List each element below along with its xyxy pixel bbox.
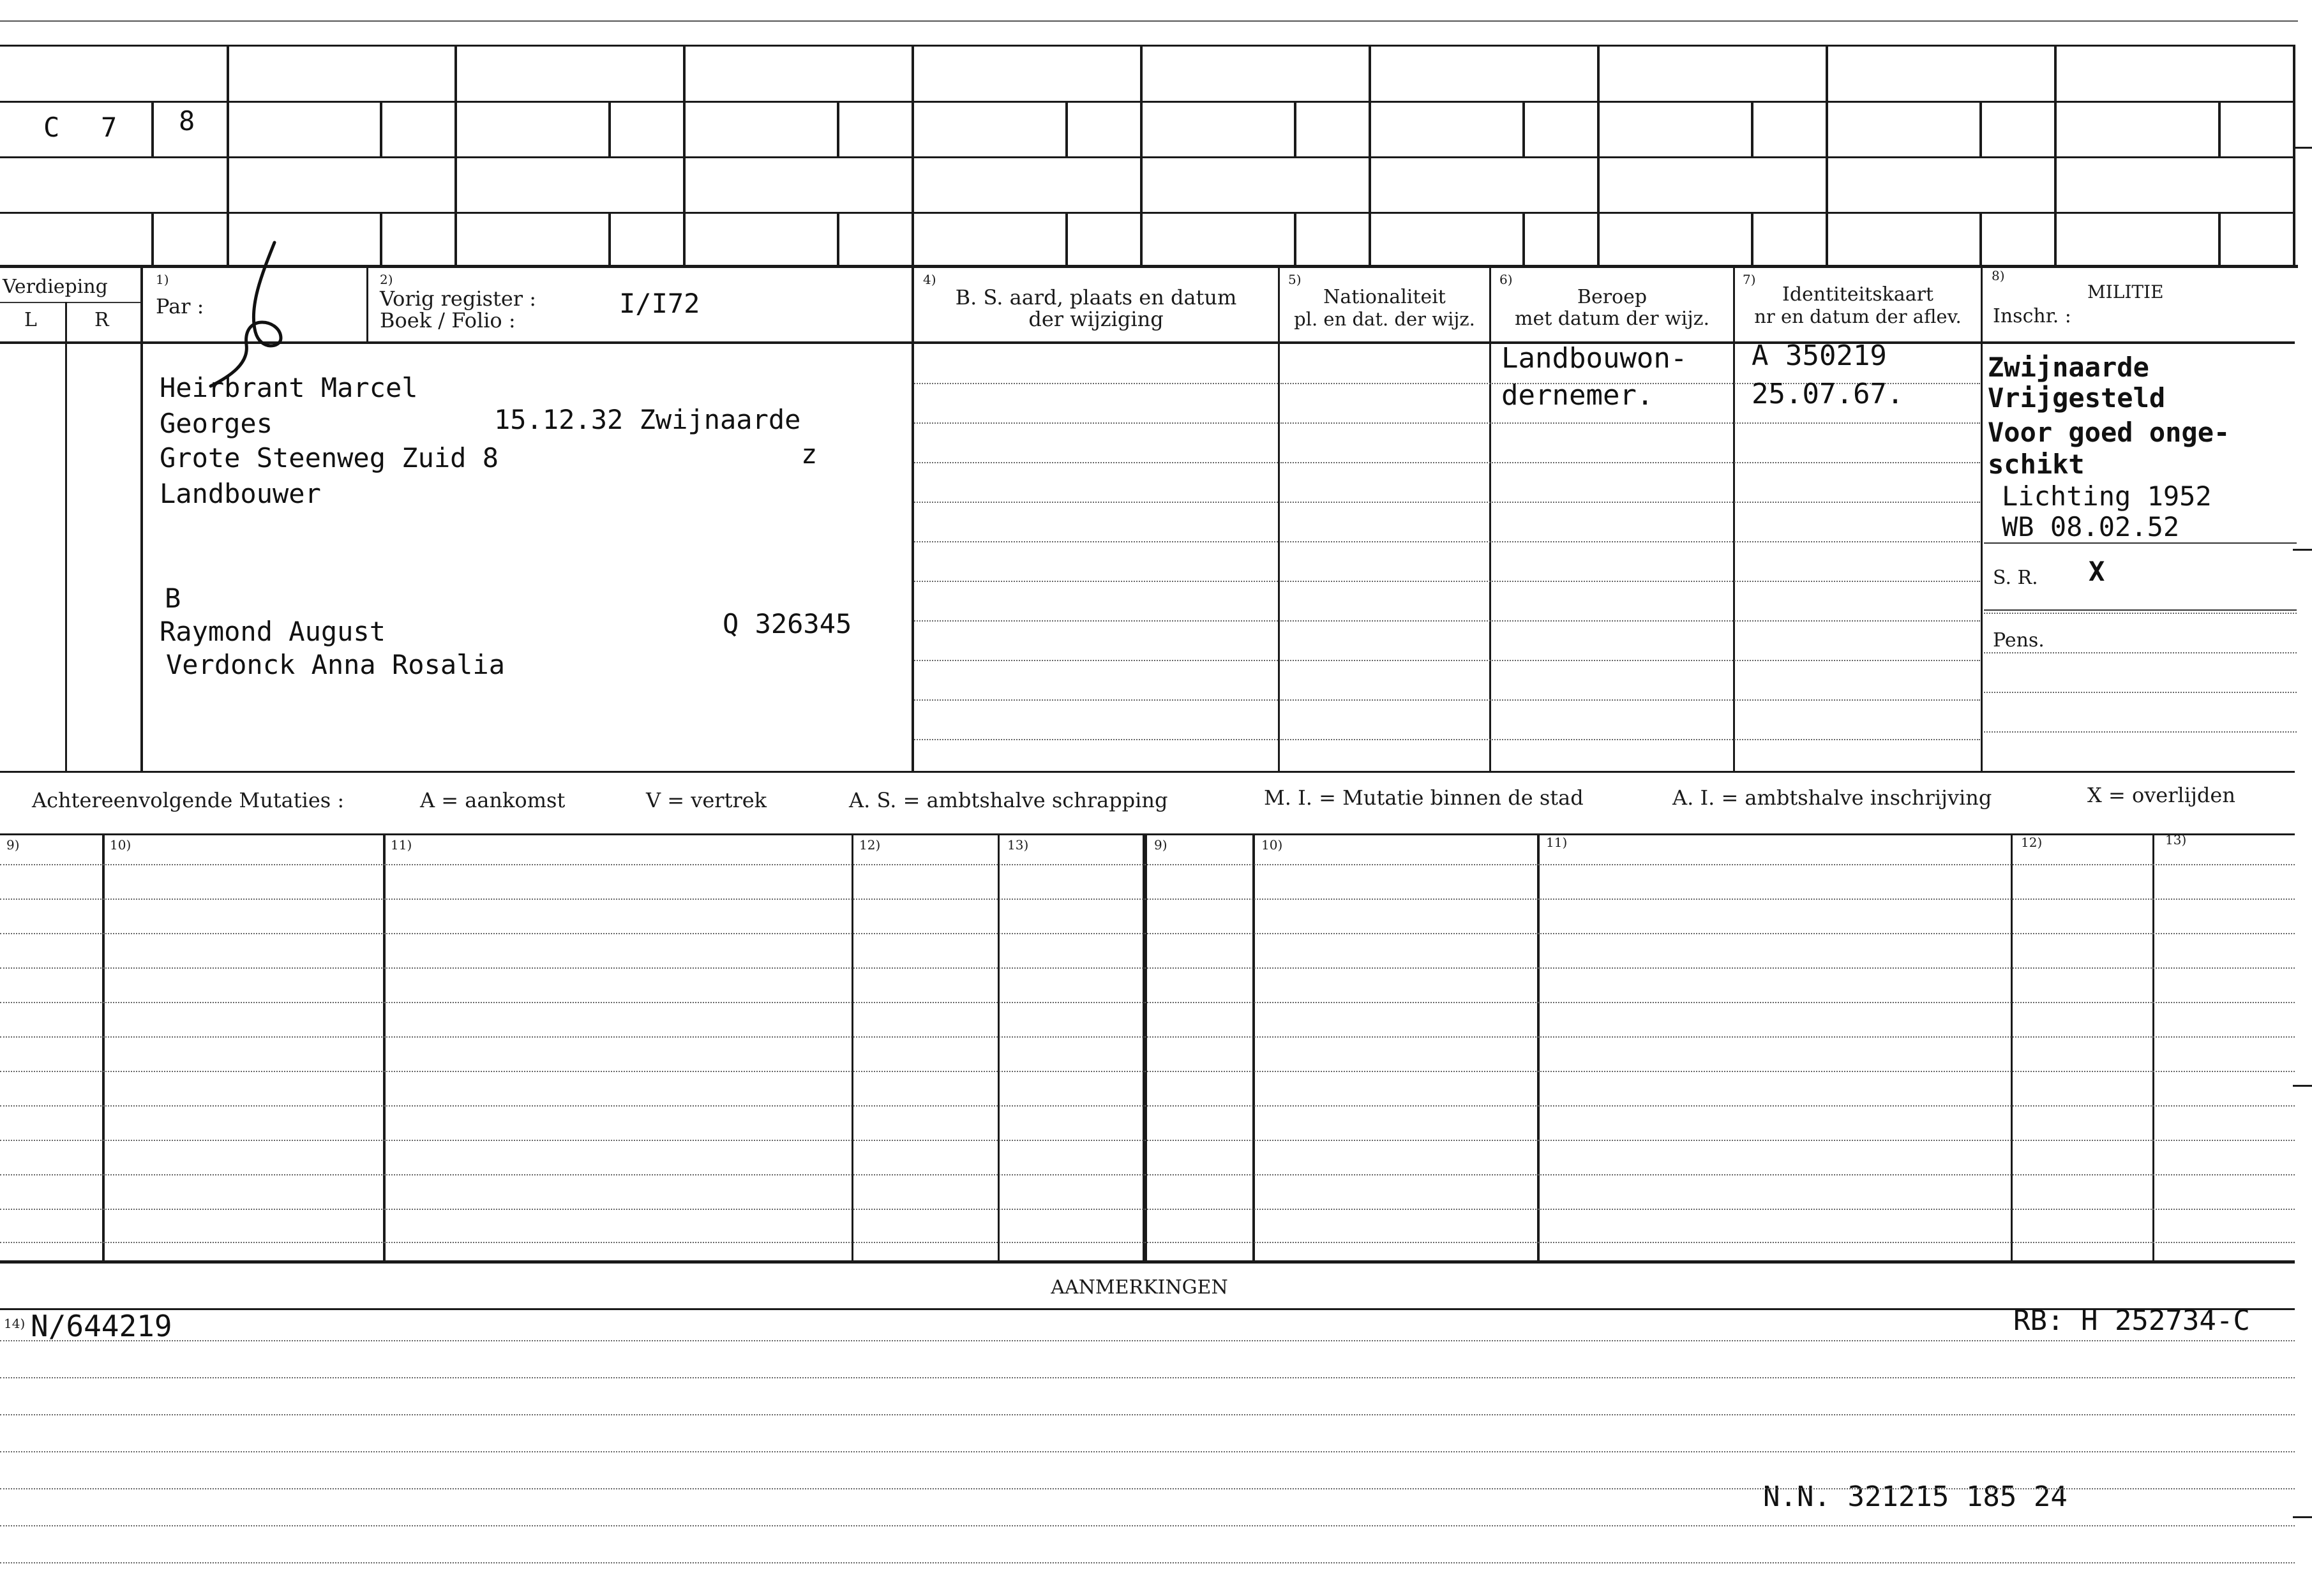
grid-subdivider [2218,212,2221,265]
ruled-line [914,581,1278,582]
remark-ruled-line [0,1488,2295,1489]
column-divider [912,268,914,771]
mutation-col-divider [852,833,853,1262]
remark-ruled-line [0,1414,2295,1415]
militie-wb: WB 08.02.52 [2002,511,2180,542]
mutation-col-9b: 9) [1154,837,1167,853]
legend-title: Achtereenvolgende Mutaties : [32,788,345,812]
mutation-col-13: 13) [1007,837,1029,853]
mutation-ruled-line [0,933,2295,934]
edge-tick [2293,147,2312,149]
header-bottom-line [0,341,2295,344]
boek-folio-label: Boek / Folio : [380,308,516,332]
mutation-col-divider [2152,833,2154,1262]
remark-ruled-line [0,1525,2295,1526]
remark-ruled-line [0,1562,2295,1563]
legend-aankomst: A = aankomst [420,788,566,812]
grid-subdivider [1294,212,1296,265]
edge-tick [2293,1516,2312,1518]
mutation-col-divider [383,833,386,1262]
mutation-ruled-line [0,1140,2295,1141]
ruled-line [1280,541,1980,542]
vorig-register-label: Vorig register : [380,287,537,311]
grid-divider [2293,45,2295,265]
grid-subdivider [1979,101,1982,156]
grid-subdivider [1751,101,1753,156]
beroep-line2: dernemer. [1501,379,1654,412]
grid-line [0,156,2295,158]
mutation-col-divider [102,833,105,1262]
grid-divider [227,45,229,265]
ruled-line [914,699,1278,701]
mutation-col-12: 12) [859,837,881,853]
mutation-ruled-line [0,1174,2295,1175]
id-date: 25.07.67. [1752,378,1904,410]
column-divider [366,268,368,343]
handwritten-par-mark [191,236,306,389]
militie-reason-line1: Voor goed onge- [1988,417,2230,448]
militie-rule [1984,609,2297,611]
grid-subdivider [1522,101,1525,156]
id-header-line2: nr en datum der aflev. [1754,306,1962,327]
ruled-line [914,462,1278,463]
mutation-col-divider [2011,833,2013,1262]
ruled-line [914,541,1278,542]
grid-subdivider [1294,101,1296,156]
mutation-ruled-line [0,967,2295,969]
grid-subdivider [608,212,611,265]
grid-divider [1826,45,1828,265]
grid-subdivider [608,101,611,156]
ruled-line [1984,652,2297,653]
remark-ruled-line [0,1451,2295,1452]
aanmerkingen-line [0,1308,2295,1310]
bs-header-line2: der wijziging [1028,307,1164,331]
remark-code: N/644219 [31,1309,172,1343]
mutation-col-divider [1252,833,1255,1262]
person-address: Grote Steenweg Zuid 8 [160,442,499,474]
grid-subdivider [1065,212,1068,265]
mutation-ruled-line [0,1209,2295,1210]
ruled-line [914,660,1278,661]
col-number-2: 2) [380,272,393,287]
grid-divider [683,45,686,265]
verdieping-label: Verdieping [3,276,108,298]
grid-subdivider [1751,212,1753,265]
ruled-line [1280,462,1980,463]
lr-divider [65,302,67,771]
mutation-col-10b: 10) [1261,837,1283,853]
mutation-ruled-line [0,864,2295,865]
militie-header: MILITIE [2087,281,2164,302]
remark-ruled-line [0,1340,2295,1341]
bs-header-line1: B. S. aard, plaats en datum [955,285,1237,310]
column-divider [140,268,143,771]
legend-vertrek: V = vertrek [646,788,767,812]
grid-line [0,101,2295,103]
pens-label: Pens. [1993,629,2045,652]
ruled-line [914,620,1278,622]
militie-status: Vrijgesteld [1988,382,2166,414]
grid-divider [912,45,914,265]
ruled-line [914,422,1278,424]
register-value: I/I72 [619,288,700,319]
ruled-line [1984,613,2297,614]
r-label: R [94,309,109,331]
militie-reason-line2: schikt [1988,449,2085,480]
person-father: Raymond August [160,616,386,647]
mutation-col-13b: 13) [2165,832,2187,847]
grid-subdivider [380,212,382,265]
col-number-8: 8) [1992,268,2005,283]
mutation-top-line [0,833,2295,835]
person-occupation: Landbouwer [160,478,321,509]
edge-tick [2293,1085,2312,1087]
militie-lichting: Lichting 1952 [2002,481,2212,512]
mutation-ruled-line [0,899,2295,900]
par-label: Par : [156,294,204,318]
person-birth: 15.12.32 Zwijnaarde [494,404,801,435]
sr-label: S. R. [1993,567,2038,589]
l-label: L [24,309,37,331]
ruled-line [1280,620,1980,622]
mutation-col-11b: 11) [1546,835,1568,850]
mutation-ruled-line [0,1105,2295,1107]
legend-mutatie-stad: M. I. = Mutatie binnen de stad [1264,786,1584,810]
grid-subdivider [1522,212,1525,265]
grid-subdivider [1979,212,1982,265]
grid-divider [1369,45,1371,265]
nationaliteit-header-line1: Nationaliteit [1323,286,1446,308]
col-number-5: 5) [1288,272,1302,287]
remark-ruled-line [0,1377,2295,1378]
grid-subdivider [837,101,839,156]
grid-divider [454,45,457,265]
mutation-col-divider [1143,833,1147,1262]
ruled-line [1280,739,1980,740]
beroep-line1: Landbouwon- [1501,342,1688,375]
column-divider [1981,268,1983,771]
mutation-col-9: 9) [6,837,20,853]
grid-subdivider [380,101,382,156]
person-q-number: Q 326345 [723,608,852,639]
person-mother: Verdonck Anna Rosalia [166,649,506,680]
grid-subdivider [2218,101,2221,156]
id-number: A 350219 [1752,339,1887,372]
ruled-line [914,383,1278,384]
aanmerkingen-title: AANMERKINGEN [1051,1276,1228,1299]
column-divider [1489,268,1491,771]
grid-subdivider [151,101,154,156]
grid-subdivider [151,212,154,265]
body-bottom-line [0,771,2295,773]
ruled-line [1280,660,1980,661]
edge-tick [2293,549,2312,551]
col-number-7: 7) [1743,272,1756,287]
column-divider [1278,268,1280,771]
grid-divider [1597,45,1600,265]
mutation-col-12b: 12) [2021,835,2043,850]
grid-divider [2054,45,2057,265]
legend-inschrijving: A. I. = ambtshalve inschrijving [1672,786,1992,810]
remark-number-14: 14) [4,1316,26,1331]
ruled-line [1280,502,1980,503]
mutation-col-divider [1537,833,1540,1262]
remark-nn: N.N. 321215 185 24 [1763,1480,2068,1513]
grid-line [0,45,2295,47]
remark-rb: RB: H 252734-C [2013,1304,2250,1337]
mutation-col-divider [998,833,1000,1262]
person-name-line1: Heirbrant Marcel [160,372,418,403]
mutation-ruled-line [0,1071,2295,1072]
col-number-1: 1) [156,272,169,287]
mutation-col-10: 10) [110,837,131,853]
col-number-4: 4) [923,272,936,287]
grid-divider [1140,45,1143,265]
militie-place: Zwijnaarde [1988,352,2149,383]
mutation-bottom-line [0,1260,2295,1264]
ruled-line [914,502,1278,503]
code-c: C [43,112,60,143]
grid-line [0,212,2295,214]
column-divider [1733,268,1735,771]
col-number-6: 6) [1499,272,1513,287]
mutation-ruled-line [0,1002,2295,1003]
mutation-ruled-line [0,1242,2295,1243]
ruled-line [1984,731,2297,733]
code-7: 7 [101,112,117,143]
ruled-line [1280,581,1980,582]
sr-value: X [2089,556,2105,587]
code-8: 8 [179,105,195,137]
inschr-label: Inschr. : [1993,305,2071,327]
ruled-line [1280,422,1980,424]
beroep-header-line1: Beroep [1577,286,1648,308]
grid-subdivider [837,212,839,265]
beroep-header-line2: met datum der wijz. [1515,308,1709,330]
ruled-line [914,739,1278,740]
id-header-line1: Identiteitskaart [1782,283,1933,306]
mutation-col-11: 11) [391,837,412,853]
legend-overlijden: X = overlijden [2087,783,2235,807]
verdieping-underline [0,302,142,303]
person-name-line2: Georges [160,408,273,439]
grid-line [0,265,2298,268]
ruled-line [1984,692,2297,693]
nationaliteit-header-line2: pl. en dat. der wijz. [1294,308,1475,330]
grid-subdivider [1065,101,1068,156]
top-edge-line [0,20,2298,22]
ruled-line [1280,699,1980,701]
legend-schrapping: A. S. = ambtshalve schrapping [849,788,1168,812]
mutation-ruled-line [0,1036,2295,1038]
person-z-mark: z [801,438,818,470]
person-b-mark: B [165,583,181,614]
